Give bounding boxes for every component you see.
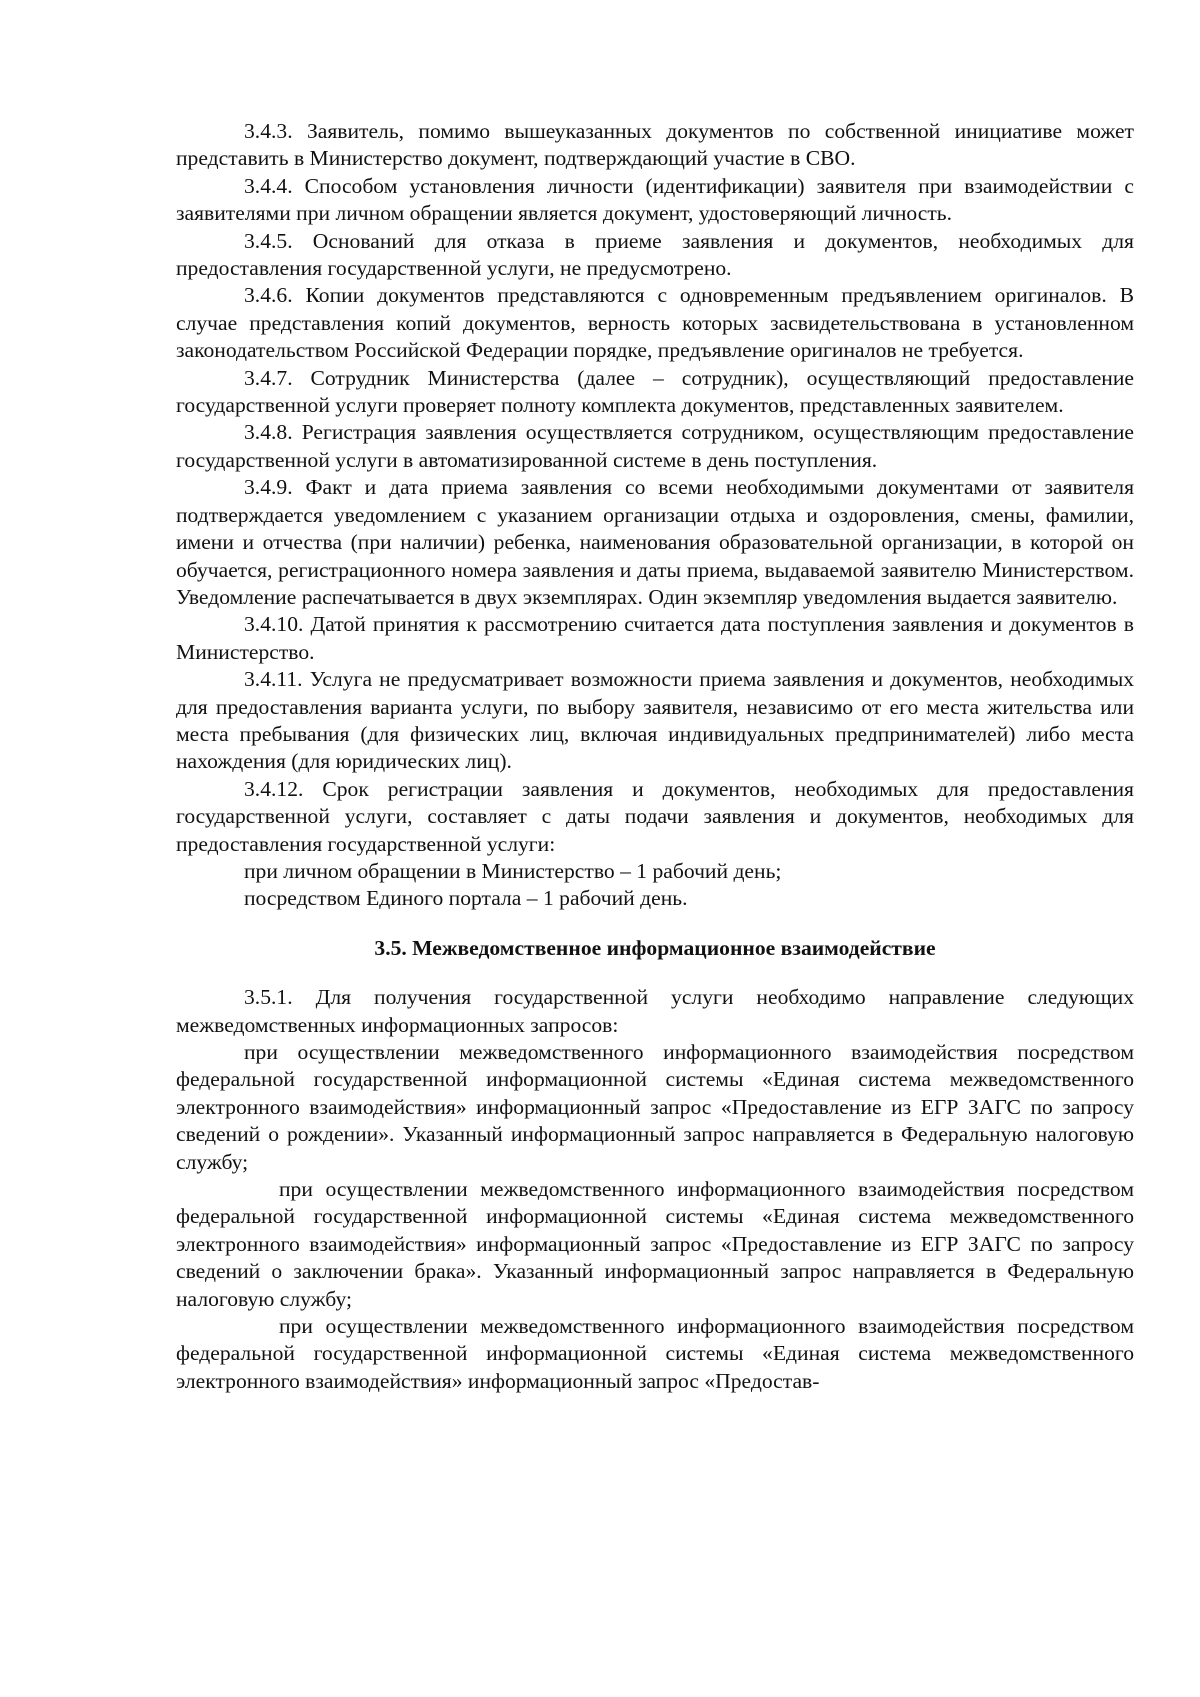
paragraph-3-4-9: 3.4.9. Факт и дата приема заявления со всеми необходимыми документами от заявителя подтверждается уведомлением с указанием организации отдыха и оздоровления, смены, фамилии, имени и отчества (при наличии) ребенка, наименования образовательной организации, в которой он обучается, регистрационного номера заявления и даты приема, выдаваемой заявителю Министерством. Уведомление распечатывается в двух экземплярах. Один экземпляр уведомления выдается заявителю. (176, 475, 1134, 609)
paragraph-3-4-6: 3.4.6. Копии документов представляются с одновременным предъявлением оригиналов. В случае представления копий документов, верность которых засвидетельствована в установленном законодательством Российской Федерации порядке, предъявление оригиналов не требуется. (176, 283, 1134, 363)
paragraph-3-4-12: 3.4.12. Срок регистрации заявления и документов, необходимых для предоставления государственной услуги, составляет с даты подачи заявления и документов, необходимых для предоставления государственной услуги: (176, 776, 1134, 856)
document-page (176, 118, 1134, 1395)
paragraph-request-birth: при осуществлении межведомственного информационного взаимодействия посредством федеральной государственной информационной системы «Единая система межведомственного электронного взаимодействия» информационный запрос «Предоставление из ЕГР ЗАГС по запросу сведений о рождении». Указанный информационный запрос направляется в Федеральную налоговую службу; (176, 1040, 1134, 1174)
paragraph-3-4-7: 3.4.7. Сотрудник Министерства (далее – сотрудник), осуществляющий предоставление государственной услуги проверяет полноту комплекта документов, представленных заявителем. (176, 365, 1134, 418)
paragraph-3-4-5: 3.4.5. Оснований для отказа в приеме заявления и документов, необходимых для предоставления государственной услуги, не предусмотрено. (176, 228, 1134, 281)
list-item-personal-visit: при личном обращении в Министерство – 1 рабочий день; (244, 858, 782, 883)
section-heading-3-5: 3.5. Межведомственное информационное взаимодействие (374, 935, 936, 960)
paragraph-3-5-1: 3.5.1. Для получения государственной услуги необходимо направление следующих межведомственных информационных запросов: (176, 985, 1134, 1037)
paragraph-3-4-8: 3.4.8. Регистрация заявления осуществляется сотрудником, осуществляющим предоставление государственной услуги в автоматизированной системе в день поступления. (176, 420, 1134, 472)
list-item-single-portal: посредством Единого портала – 1 рабочий день. (244, 886, 688, 911)
paragraph-request-marriage: при осуществлении межведомственного информационного взаимодействия посредством федеральной государственной информационной системы «Единая система межведомственного электронного взаимодействия» информационный запрос «Предоставление из ЕГР ЗАГС по запросу сведений о заключении брака». Указанный информационный запрос направляется в Федеральную налоговую службу; (176, 1177, 1134, 1311)
paragraph-3-4-11: 3.4.11. Услуга не предусматривает возможности приема заявления и документов, необходимых для предоставления варианта услуги, по выбору заявителя, независимо от его места жительства или места пребывания (для физических лиц, включая индивидуальных предпринимателей) либо места нахождения (для юридических лиц). (176, 667, 1134, 774)
paragraph-request-continued: при осуществлении межведомственного информационного взаимодействия посредством федеральной государственной информационной системы «Единая система межведомственного электронного взаимодействия» информационный запрос «Предостав- (176, 1314, 1134, 1393)
paragraph-3-4-3: 3.4.3. Заявитель, помимо вышеуказанных документов по собственной инициативе может представить в Министерство документ, подтверждающий участие в СВО. (176, 119, 1134, 171)
paragraph-3-4-10: 3.4.10. Датой принятия к рассмотрению считается дата поступления заявления и документов в Министерство. (176, 612, 1134, 664)
paragraph-3-4-4: 3.4.4. Способом установления личности (идентификации) заявителя при взаимодействии с заявителями при личном обращении является документ, удостоверяющий личность. (176, 173, 1134, 226)
